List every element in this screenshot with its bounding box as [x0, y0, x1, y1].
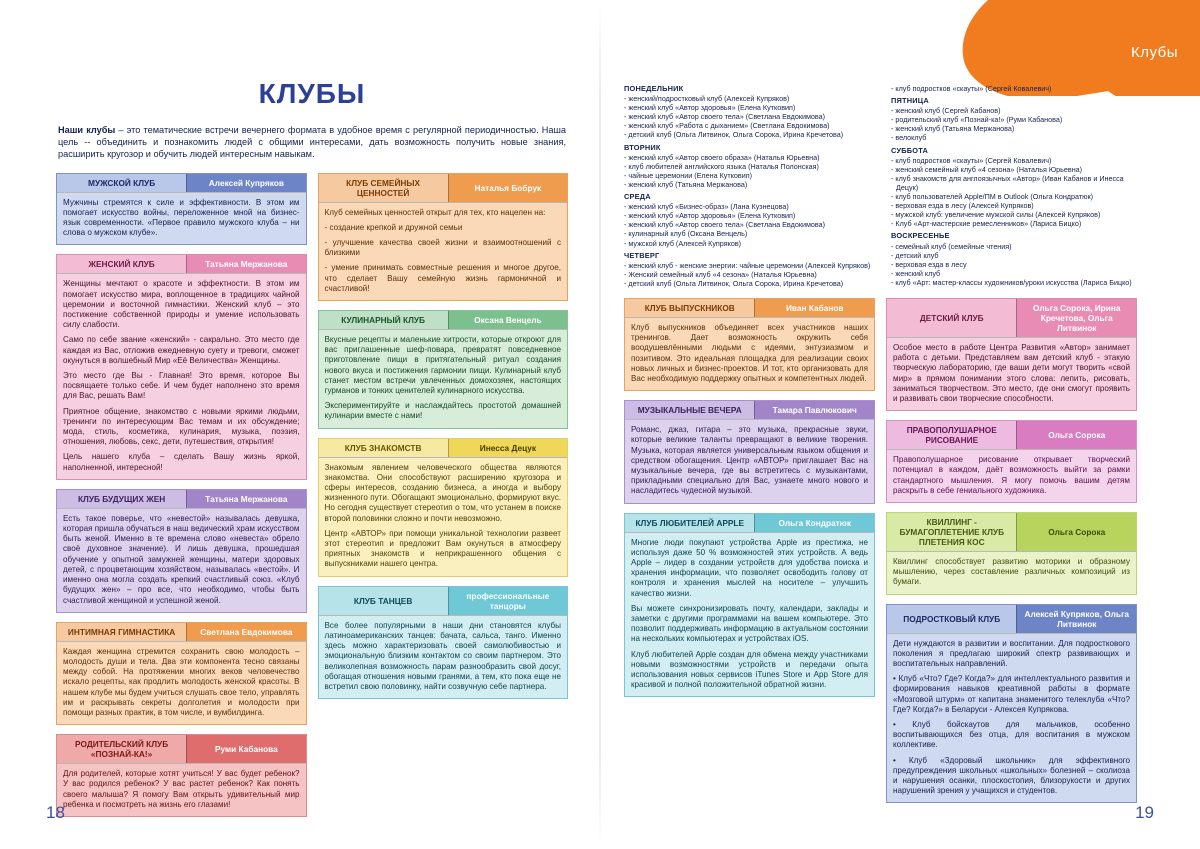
schedule-entry: - женский клуб «Автор своего тела» (Светлана Евдокимова) [624, 220, 826, 230]
schedule-day: СРЕДА [624, 192, 651, 202]
club-name: КЛУБ ВЫПУСКНИКОВ [625, 299, 754, 317]
left-page [56, 78, 568, 826]
schedule-entry: - Женский семейный клуб «4 сезона» (Наталья Юрьевна) [624, 269, 817, 279]
club-paragraph: Женщины мечтают о красоте и эффектности. В этом им помогает искусство мира, воплощенное в традициях чайной церемонии и восточной гимнастики. Женский клуб – это постижение собственной природы и умение использовать силу слабости. [63, 279, 300, 330]
club-card [56, 173, 307, 246]
schedule-day: ПЯТНИЦА [891, 96, 929, 106]
club-card [318, 586, 569, 699]
intro-paragraph [56, 124, 568, 161]
schedule-entry: - клуб подростков «скауты» (Сергей Ковалевич) [891, 84, 1052, 93]
club-description [887, 634, 1136, 803]
right-page [624, 84, 1144, 812]
club-paragraph: Приятное общение, знакомство с новыми яркими людьми, тренинги по интересующим Вас темам и их обсуждение; мода, стиль, косметика, кулинария, музыка, поэзия, отношения, любовь, секс, дети, путешествия, открытия! [63, 406, 300, 447]
club-paragraph: Центр «АВТОР» при помощи уникальной технологии развеет этот стереотип и предложит Вам окунуться в атмосферу приятных знакомств и неприкрашенного общения с выпускниками нашего центра. [324, 528, 561, 569]
schedule-entry: - женский клуб «Автор здоровья» (Елена Кутковип) [624, 103, 796, 113]
club-paragraph: Цель нашего клуба – сделать Вашу жизнь яркой, наполненной, интересной! [63, 452, 300, 472]
schedule-entry: - женский клуб «Автор своего тела» (Светлана Евдокимова) [624, 112, 826, 122]
club-card-header [319, 587, 568, 616]
club-card [56, 489, 307, 613]
club-paragraph: - создание крепкой и дружной семьи [324, 222, 463, 232]
club-name: ДЕТСКИЙ КЛУБ [887, 299, 1016, 337]
schedule-entry: - женский клуб (Татьяна Мержанова) [891, 124, 1015, 134]
club-card [624, 400, 875, 503]
page-number-left: 18 [46, 803, 65, 822]
schedule-day: ПОНЕДЕЛЬНИК [624, 84, 684, 93]
club-name: КЛУБ ЗНАКОМСТВ [319, 439, 448, 457]
club-card-header [57, 174, 306, 193]
schedule-entry: - кулинарный клуб (Оксана Венцель) [624, 229, 748, 239]
club-leader: Ольга Кондратюк [754, 514, 874, 532]
club-card-header [625, 299, 874, 318]
club-paragraph: Каждая женщина стремится сохранить свою молодость – молодость души и тела. Два эти компонента тесно связаны между собой. На протяжении многих веков человечество искало рецепты, как продлить молодость женской красоты. В нашем клубе мы будем учиться слушать свое тело, управлять им и раскрывать секреты долголетия и молодости при помощи разных практик, в том числе, и вумбилдинга. [63, 646, 300, 717]
club-name: КВИЛЛИНГ - БУМАГОПЛЕТЕНИЕ КЛУБ ПЛЕТЕНИЯ КОС [887, 513, 1016, 551]
club-leader: Ольга Сорока [1016, 513, 1136, 551]
club-card [886, 604, 1137, 804]
right-subcolumns [624, 298, 1144, 812]
weekly-schedule [624, 84, 1144, 288]
schedule-entry: - детский клуб (Ольга Литвинок, Ольга Сорока, Ирина Кречетова) [624, 278, 844, 288]
schedule-entry: - мужской клуб (Алексей Купряков) [624, 238, 742, 248]
club-card-header [625, 401, 874, 420]
club-paragraph: • Клуб бойскаутов для мальчиков, особенно воспитывающихся без отца, для воспитания в мужском коллективе. [893, 720, 1130, 750]
club-card [318, 173, 569, 301]
club-paragraph: Романс, джаз, гитара – это музыка, прекрасные звуки, которые великие таланты превращают в великие творения. Музыка, которая является универсальным языком общения и средством обогащения. Центр «АВТОР» приглашает Вас на музыкальные вечера, где вы встретитесь с музыкантами, прикладными специально для Вас, узнаете много нового и насладитесь чудесной музыкой. [631, 425, 868, 496]
club-card-header [57, 490, 306, 509]
club-paragraph: Дети нуждаются в развитии и воспитании. Для подросткового поколения я предлагаю широкий спектр развивающих и воспитательных направлений. [893, 638, 1130, 669]
club-description [319, 616, 568, 698]
left-subcolumns [56, 173, 568, 826]
club-paragraph: Особое место в работе Центра Развития «Автор» занимает работа с детьми. Представляем вам детский клуб - этакую творческую лабораторию, где ваши дети могут творить «свой мир» в прямом понимании этого слова: лепить, рисовать, заниматься творчеством. Это место, где они смогут проявить и развивать свои творческие способности. [893, 342, 1130, 403]
schedule-entry: - клуб подростков «скауты» (Сергей Ковалевич) [891, 155, 1052, 165]
club-card-header [57, 623, 306, 642]
page-gutter [599, 0, 601, 849]
club-card [624, 513, 875, 698]
club-description [887, 450, 1136, 502]
club-description [625, 533, 874, 697]
club-leader: Оксана Венцель [448, 311, 567, 329]
club-name: ПРАВОПОЛУШАРНОЕ РИСОВАНИЕ [887, 421, 1016, 449]
club-paragraph: Клуб семейных ценностей открыт для тех, кто нацелен на: [324, 207, 546, 217]
club-paragraph: Экспериментируйте и наслаждайтесь простотой домашней кулинарии вместе с нами! [324, 401, 561, 421]
club-paragraph: Само по себе звание «женский» - сакрально. Это место где каждая из Вас, отложив ежедневную суету и тревоги, сможет окунуться в волшебный Мир «Её Величества» Женщины. [63, 335, 300, 365]
club-name: МУЗЫКАЛЬНЫЕ ВЕЧЕРА [625, 401, 754, 419]
schedule-entry: - женский клуб «Работа с дыханием» (Светлана Евдокимова) [624, 121, 830, 131]
club-leader: Татьяна Мержанова [186, 255, 305, 273]
schedule-entry: - клуб любителей английского языка (Наталья Полонская) [624, 161, 819, 171]
club-paragraph: Вы можете синхронизировать почту, календари, заклады и заметки с другими программами на вашем компьютере. Это позволит поддерживать информацию в актуальном состоянии на нескольких компьютерах и устройствах iOS. [631, 603, 868, 644]
club-paragraph: Есть такое поверье, что «невестой» называлась девушка, которая пришла обучаться в наш ведический храм искусством быть женой. Именно в те времена слово «невеста» обрело своё духовное значение). И лишь девушка, прошедшая обучение у опытной замужней женщины, матери здоровых детей, с процветающим хозяйством, называлась «вестой». И именно она могла создать крепкий счастливый союз. «Клуб будущих жен» – про все, что необходимо, чтобы быть счастливой женщиной и успешной женой. [63, 513, 300, 605]
club-description [887, 552, 1136, 594]
club-card [624, 298, 875, 391]
club-name: МУЖСКОЙ КЛУБ [57, 174, 186, 192]
club-description [319, 330, 568, 428]
schedule-entry: - семейный клуб (семейные чтения) [891, 241, 1012, 251]
club-leader: Наталья Бобрук [448, 174, 567, 202]
club-leader: Татьяна Мержанова [186, 490, 305, 508]
schedule-entry: - детский клуб [891, 250, 939, 260]
section-label: Клубы [1130, 44, 1178, 61]
left-column-2 [318, 173, 569, 709]
club-paragraph: - улучшение качества своей жизни и взаимоотношений с близкими [324, 238, 561, 258]
club-paragraph: Знакомым явлением человеческого общества являются знакомства. Они способствуют расширению кругозора и сферы интересов, созданию бизнеса, а иногда и выбору жизненного пути. Обогащают эмоционально, формируют вкус. Но сегодня существует стереотип о том, что устанем в поиске второй половинки сложно и почти невозможно. [324, 462, 561, 523]
schedule-entry: - велоклуб [891, 133, 927, 143]
club-description [57, 764, 306, 816]
club-leader: Иван Кабанов [754, 299, 874, 317]
club-description [57, 509, 306, 612]
club-paragraph: Правополушарное рисование открывает творческий потенциал в каждом, даёт возможность выйти за рамки стандартного мышления. Я могу помочь вашим детям раскрыть в себе гениального художника. [893, 455, 1130, 495]
club-description [887, 338, 1136, 410]
club-card-header [57, 735, 306, 764]
schedule-day: ВТОРНИК [624, 142, 661, 152]
left-column-1 [56, 173, 307, 826]
schedule-entry: - клуб пользователей Apple/ПМ в Outlook (Ольга Кондратюк) [891, 192, 1094, 202]
club-card [886, 298, 1137, 411]
club-paragraph: - умение принимать совместные решения и многое другое, что сделает Вашу семейную жизнь гармоничной и счастливой! [324, 263, 561, 293]
club-paragraph: Клуб выпускников объединяет всех участников наших тренингов. Дает возможность окружить себя воодушевлёнными людьми с идеями, энтузиазмом и позитивом. Это идеальная площадка для реализации своих новых личных и бизнес-проектов. И тот, кто организовать для Вас необходимую поддержку опытных и компетентных людей. [631, 322, 868, 383]
club-paragraph: • Клуб «Здоровый школьник» для эффективного предупреждения школьных «школьных» болезней – сколиоза и нарушения осанки, плоскостопия, близорукости и других нарушений зрения у учащихся и студентов. [893, 755, 1130, 796]
schedule-entry: - женский семейный клуб «4 сезона» (Наталья Юрьевна) [891, 164, 1083, 174]
club-name: КЛУБ ТАНЦЕВ [319, 587, 448, 615]
schedule-entry: - верховая езда в лесу [891, 259, 967, 269]
intro-text: – это тематические встречи вечернего формата в удобное время с регулярной периодичностью. Наша цель -- объединить и познакомить людей с общими интересами, дать возможность получить новые знания, расширить кругозор и обучить людей интересным навыкам. [58, 125, 566, 160]
club-name: ПОДРОСТКОВЫЙ КЛУБ [887, 605, 1016, 633]
schedule-entry: - верховая езда в лесу (Алексей Купряков) [891, 201, 1034, 211]
intro-bold: Наши клубы [58, 125, 116, 135]
club-leader: Инесса Децук [448, 439, 567, 457]
club-paragraph: Мужчины стремятся к силе и эффективности. В этом им помогает искусство войны, переложенное мной на бизнес-язык современности. «Первое правило мужского клуба – ни слова о мужском клубе». [63, 197, 300, 238]
club-leader: Тамара Павлюкович [754, 401, 874, 419]
club-name: КУЛИНАРНЫЙ КЛУБ [319, 311, 448, 329]
club-name: КЛУБ СЕМЕЙНЫХ ЦЕННОСТЕЙ [319, 174, 448, 202]
club-card-header [887, 421, 1136, 450]
schedule-entry: - женский клуб (Сергей Кабанов) [891, 106, 1001, 116]
club-card [56, 254, 307, 479]
club-description [319, 458, 568, 576]
club-card [886, 420, 1137, 503]
schedule-entry: - детский клуб (Ольга Литвинок, Ольга Сорока, Ирина Кречетова) [624, 130, 844, 140]
club-card-header [319, 439, 568, 458]
page-title: КЛУБЫ [258, 78, 366, 109]
club-card-header [57, 255, 306, 274]
schedule-entry: - женский клуб (Татьяна Мержанова) [624, 179, 748, 189]
club-paragraph: Это место где Вы - Главная! Это время, которое Вы посвящаете только себе. И чем будет наполнено это время для Вас, решать Вам! [63, 371, 300, 401]
schedule-column-2 [891, 84, 1144, 288]
club-paragraph: Для родителей, которые хотят учиться! У вас будет ребенок? У вас родился ребенок? У вас растет ребенок? Как понять своего малыша? Я помогу Вам открыть удивительный мир ребенка и посмотреть на жизнь его глазами! [63, 769, 300, 809]
schedule-entry: - клуб знакомств для англоязычных «Автор» (Иван Кабанов и Инесса Децук) [891, 173, 1124, 192]
club-leader: Руми Кабанова [186, 735, 305, 763]
schedule-entry: - женский клуб - женские энергии: чайные церемонии (Алексей Купряков) [624, 260, 871, 270]
club-description [625, 420, 874, 502]
schedule-entry: - Клуб «Арт-мастерские ремесленников» (Лариса Бицко) [891, 219, 1082, 229]
club-card-header [625, 514, 874, 533]
right-column-1 [624, 298, 875, 706]
schedule-entry: - женский/подростковый клуб (Алексей Купряков) [624, 94, 790, 104]
club-leader: профессиональные танцоры [448, 587, 567, 615]
club-card-header [887, 605, 1136, 634]
club-description [625, 318, 874, 390]
schedule-entry: - мужской клуб: увеличение мужской силы (Алексей Купряков) [891, 210, 1101, 220]
club-name: КЛУБ БУДУЩИХ ЖЕН [57, 490, 186, 508]
club-name: РОДИТЕЛЬСКИЙ КЛУБ «ПОЗНАЙ-КА!» [57, 735, 186, 763]
club-paragraph: Все более популярными в наши дни становятся клубы латиноамериканских танцев: бачата, сальса, танго. Именно здесь можно характеризовать своей самолюбивостью и эмоциональную близким контактом со своим партнером. Это великолепная возможность парам разнообразить свой досуг, обогащая отношения новыми гранями, а тем, кто пока еще не встретил свою половинку, найти созвучную себе партнера. [324, 620, 561, 691]
club-name: ЖЕНСКИЙ КЛУБ [57, 255, 186, 273]
club-paragraph: Квиллинг способствует развитию моторики и образному мышлению, через составление различных композиций из бумаги. [893, 557, 1130, 587]
club-card-header [319, 311, 568, 330]
club-card-header [887, 299, 1136, 338]
schedule-column-1 [624, 84, 877, 288]
schedule-entry: - женский клуб «Автор здоровья» (Елена Кутковип) [624, 211, 796, 221]
club-paragraph: Многие люди покупают устройства Apple из престижа, не используя даже 50 % возможностей этих устройств. А ведь Apple – лидер в создании устройств для удобства поиска и хранения информации, что позволяет освободить голову от контроля и хранения мыслей на носителе – улучшить качество жизни. [631, 537, 868, 598]
club-leader: Ольга Сорока [1016, 421, 1136, 449]
schedule-entry: - родительский клуб «Познай-ка!» (Руми Кабанова) [891, 115, 1063, 125]
club-card [886, 512, 1137, 595]
club-description [57, 274, 306, 478]
right-column-2 [886, 298, 1137, 812]
club-paragraph: • Клуб «Что? Где? Когда?» для интеллектуального развития и формирования навыков креативной работы в формате «Мозговой штурм» от капитана знаменитого телеклуба «Что? Где? Когда?» в Беларуси - Алексея Купрякова. [893, 674, 1130, 714]
club-paragraph: Вкусные рецепты и маленькие хитрости, которые откроют для вас приглашенные шеф-повара, превратят повседневное приготовление пищи в притягательный ритуал создания нового вкуса и постижения гармонии пищи. Кулинарный клуб станет местом встречи увлеченных домохозяек, настоящих гурманов и тонких ценителей кулинарного искусства. [324, 335, 561, 396]
club-description [57, 193, 306, 245]
club-leader: Алексей Купряков, Ольга Литвинок [1016, 605, 1136, 633]
schedule-entry: - женский клуб «Бизнес-образ» (Лана Кузнецова) [624, 202, 789, 212]
club-leader: Ольга Сорока, Ирина Кречетова, Ольга Литвинок [1016, 299, 1136, 337]
club-card-header [319, 174, 568, 203]
club-description [319, 203, 568, 300]
club-card [56, 734, 307, 817]
club-card [318, 438, 569, 577]
page-number-right: 19 [1135, 803, 1154, 822]
club-card [318, 310, 569, 429]
club-name: ИНТИМНАЯ ГИМНАСТИКА [57, 623, 186, 641]
club-paragraph: Клуб любителей Apple создан для обмена между участниками новыми возможностями устройств и передачи опыта использования новых сервисов iTunes Store и App Store для красивой и полной положительной обратной жизни. [631, 649, 868, 690]
club-leader: Алексей Купряков [186, 174, 305, 192]
club-leader: Светлана Евдокимова [186, 623, 305, 641]
club-card [56, 622, 307, 725]
club-description [57, 642, 306, 724]
schedule-entry: - женский клуб «Автор своего образа» (Наталья Юрьевна) [624, 152, 820, 162]
schedule-entry: - чайные церемонии (Елена Кутковип) [624, 170, 752, 180]
schedule-day: ЧЕТВЕРГ [624, 250, 660, 260]
schedule-entry: - клуб «Арт: мастер-классы художников/уроки искусства (Лариса Бицко) [891, 277, 1132, 287]
schedule-day: СУББОТА [891, 145, 928, 155]
schedule-day: ВОСКРЕСЕНЬЕ [891, 231, 950, 241]
schedule-entry: - женский клуб [891, 268, 941, 278]
club-card-header [887, 513, 1136, 552]
club-name: КЛУБ ЛЮБИТЕЛЕЙ APPLE [625, 514, 754, 532]
